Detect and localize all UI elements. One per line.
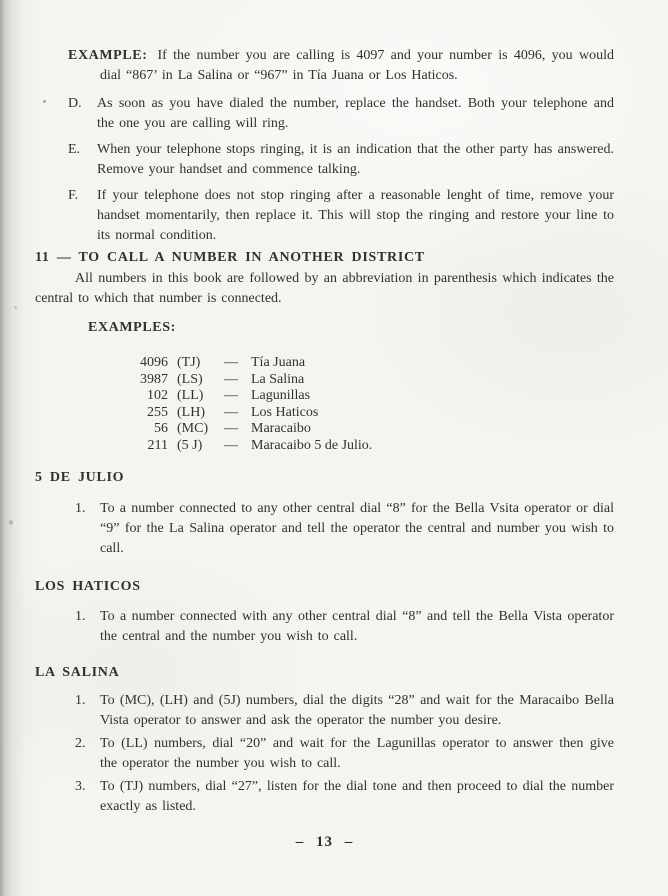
section-heading-district: 11 — TO CALL A NUMBER IN ANOTHER DISTRICT <box>35 250 425 265</box>
phone-number: 255 <box>147 404 168 420</box>
item-number: 3. <box>75 779 86 794</box>
phone-number: 3987 <box>140 371 168 387</box>
lettered-item-f <box>68 186 614 246</box>
dash: — <box>224 437 238 453</box>
central-code-row <box>128 355 614 372</box>
dash: — <box>224 371 238 387</box>
dash: — <box>224 388 238 403</box>
example-paragraph <box>68 46 614 86</box>
example-label: EXAMPLE: <box>68 48 148 63</box>
central-code-row <box>128 372 614 389</box>
item-text: As soon as you have dialed the number, replace the handset. Both your telephone and the one you are calling will ring. <box>97 96 614 131</box>
item-label: D. <box>68 96 82 111</box>
item-text: To a number connected to any other central dial “8” for the Bella Vsita operator or dial “9” for the La Salina operator and tell the operator the central and number you wish to call. <box>100 501 614 556</box>
central-abbr: (5 J) <box>177 437 203 453</box>
numbered-item <box>75 607 614 647</box>
numbered-item <box>75 499 614 559</box>
central-name: Maracaibo 5 de Julio. <box>251 437 373 453</box>
dash: — <box>224 421 238 436</box>
item-label: E. <box>68 142 81 157</box>
item-text: To a number connected with any other central dial “8” and tell the Bella Vista operator the central and the number you wish to call. <box>100 609 614 644</box>
numbered-item <box>75 734 614 774</box>
item-text: To (MC), (LH) and (5J) numbers, dial the digits “28” and wait for the Maracaibo Bella Vista operator to answer and ask the operator the number you desire. <box>100 693 614 728</box>
dash: — <box>224 355 238 370</box>
lettered-item-d <box>68 94 614 134</box>
numbered-item <box>75 777 614 817</box>
central-name: Los Haticos <box>251 404 319 420</box>
central-code-row <box>128 438 614 455</box>
central-code-list <box>128 355 614 454</box>
footer-page-number: – 13 – <box>295 834 354 850</box>
phone-number: 102 <box>147 388 168 403</box>
central-name: Maracaibo <box>251 421 311 436</box>
item-text: To (LL) numbers, dial “20” and wait for the Lagunillas operator to answer then give the operator the number you wish to call. <box>100 736 614 771</box>
phone-number: 211 <box>147 437 168 453</box>
item-number: 1. <box>75 693 86 708</box>
lettered-item-e <box>68 140 614 180</box>
scan-speck <box>14 306 17 309</box>
central-abbr: (LS) <box>177 371 203 387</box>
central-code-row <box>128 421 614 438</box>
examples-label: EXAMPLES: <box>88 320 176 335</box>
section-paragraph: All numbers in this book are followed by an abbreviation in parenthesis which indicates the central to which that number is connected. <box>35 271 614 306</box>
central-abbr: (MC) <box>177 421 209 436</box>
example-text: If the number you are calling is 4097 and your number is 4096, you would dial “867’ in La Salina or “967” in Tía Juana or Los Haticos. <box>100 48 614 83</box>
item-label: F. <box>68 188 79 203</box>
page-content <box>35 46 614 817</box>
central-name: Lagunillas <box>251 388 311 403</box>
central-name: La Salina <box>251 371 305 387</box>
central-abbr: (LL) <box>177 388 204 403</box>
central-abbr: (LH) <box>177 404 205 420</box>
central-code-row <box>128 405 614 422</box>
dash: — <box>224 404 238 420</box>
central-name: Tía Juana <box>251 355 306 370</box>
item-number: 1. <box>75 501 86 516</box>
item-text: If your telephone does not stop ringing after a reasonable lenght of time, remove your handset momentarily, then replace it. This will stop the ringing and restore your line to its normal condition. <box>97 188 614 243</box>
item-text: When your telephone stops ringing, it is an indication that the other party has answered. Remove your handset and commence talking. <box>97 142 614 177</box>
item-number: 1. <box>75 609 86 624</box>
central-code-row <box>128 388 614 405</box>
item-number: 2. <box>75 736 86 751</box>
central-abbr: (TJ) <box>177 355 201 370</box>
phone-number: 4096 <box>140 355 168 370</box>
section-heading-los-haticos: LOS HATICOS <box>35 579 141 594</box>
section-heading-5-de-julio: 5 DE JULIO <box>35 470 125 485</box>
item-text: To (TJ) numbers, dial “27”, listen for the dial tone and then proceed to dial the number exactly as listed. <box>100 779 614 814</box>
section-heading-la-salina: LA SALINA <box>35 665 120 680</box>
scan-speck <box>9 520 13 525</box>
numbered-item <box>75 691 614 731</box>
phone-number: 56 <box>154 421 168 436</box>
